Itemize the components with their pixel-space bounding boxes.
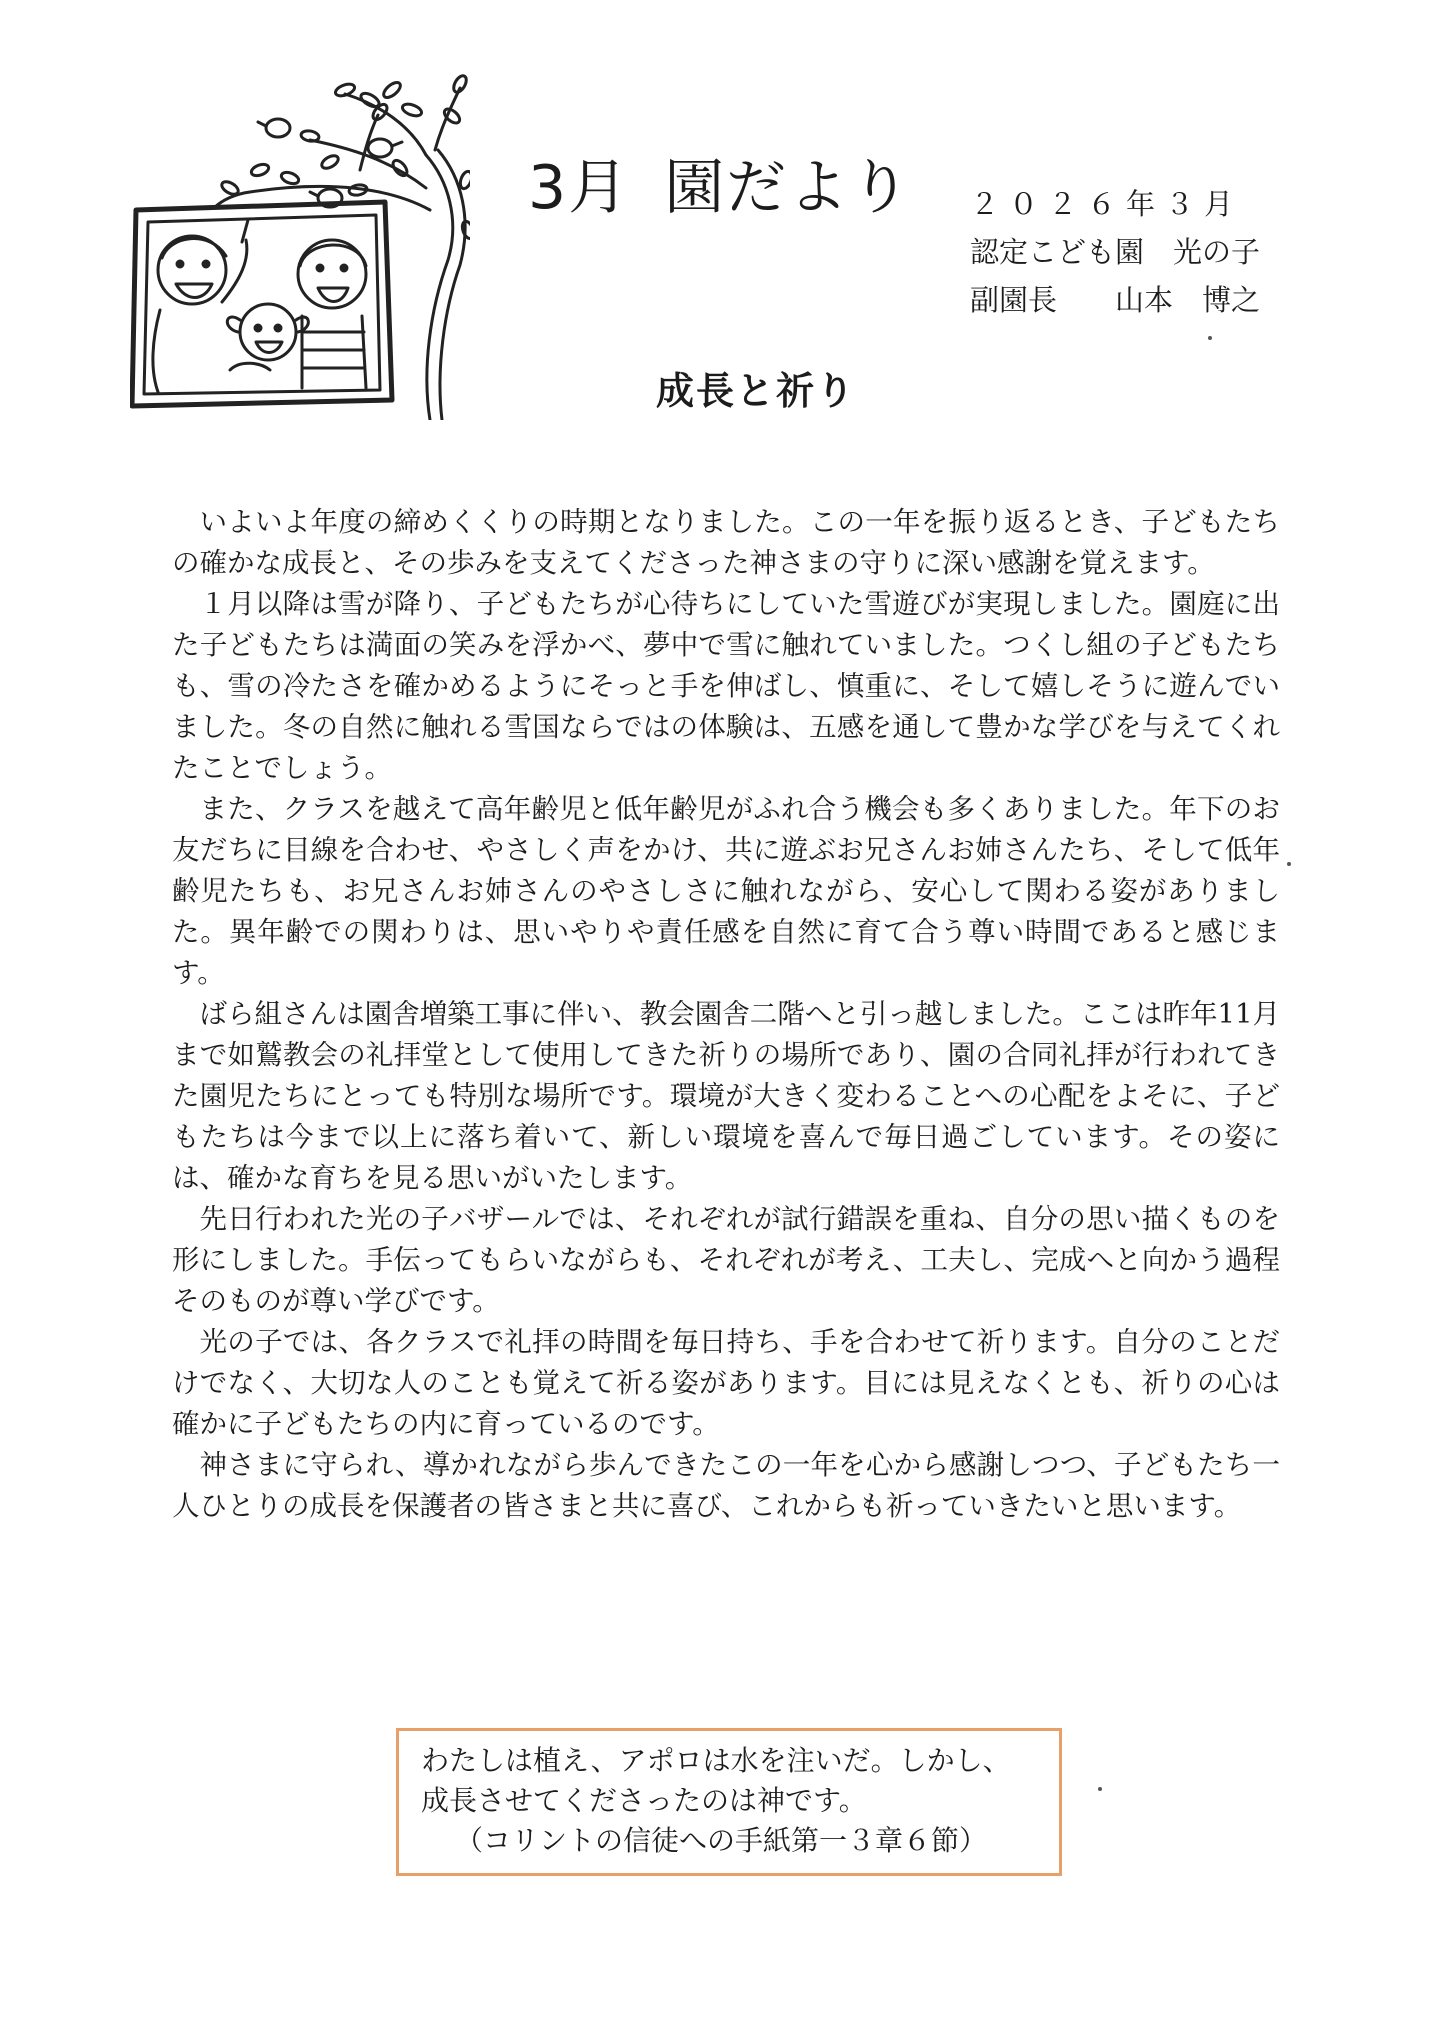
page-title: [528, 140, 912, 226]
header-meta: [970, 180, 1260, 324]
paragraph: ばら組さんは園舎増築工事に伴い、教会園舎二階へと引っ越しました。ここは昨年11月まで如鷲教会の礼拝堂として使用してきた祈りの場所であり、園の合同礼拝が行われてきた園児たちにとっても特別な場所です。環境が大きく変わることへの心配をよそに、子どもたちは今まで以上に落ち着いて、新しい環境を喜んで毎日過ごしています。その姿には、確かな育ちを見る思いがいたします。: [172, 998, 1280, 1194]
author-name: 副園長 山本 博之: [970, 283, 1261, 317]
title-main: 園だより: [664, 153, 913, 223]
issue-date: ２０２６年３月: [970, 187, 1244, 221]
paragraph: いよいよ年度の締めくくりの時期となりました。この一年を振り返るとき、子どもたちの確かな成長と、その歩みを支えてくださった神さまの守りに深い感謝を覚えます。: [172, 506, 1280, 579]
verse-line-2: 成長させてくださったのは神です。: [421, 1784, 867, 1817]
verse-line-1: わたしは植え、アポロは水を注いだ。しかし、: [421, 1744, 1011, 1777]
paragraph: 光の子では、各クラスで礼拝の時間を毎日持ち、手を合わせて祈ります。自分のことだけでなく、大切な人のことも覚えて祈る姿があります。目には見えなくとも、祈りの心は確かに子どもたちの内に育っているのです。: [172, 1326, 1280, 1440]
paragraph: １月以降は雪が降り、子どもたちが心待ちにしていた雪遊びが実現しました。園庭に出た子どもたちは満面の笑みを浮かべ、夢中で雪に触れていました。つくし組の子どもたちも、雪の冷たさを確かめるようにそっと手を伸ばし、慎重に、そして嬉しそうに遊んでいました。冬の自然に触れる雪国ならではの体験は、五感を通して豊かな学びを与えてくれたことでしょう。: [172, 588, 1280, 784]
scan-speck: [1098, 1787, 1102, 1791]
article-body: [172, 502, 1280, 1527]
title-month: 3月: [528, 153, 631, 223]
bible-verse-box: [396, 1728, 1062, 1876]
paragraph: また、クラスを越えて高年齢児と低年齢児がふれ合う機会も多くありました。年下のお友だちに目線を合わせ、やさしく声をかけ、共に遊ぶお兄さんお姉さんたち、そして低年齢児たちも、お兄さんお姉さんのやさしさに触れながら、安心して関わる姿がありました。異年齢での関わりは、思いやりや責任感を自然に育て合う尊い時間であると感じます。: [172, 793, 1280, 989]
article-subtitle: 成長と祈り: [655, 368, 856, 413]
verse-source: （コリントの信徒への手紙第一３章６節）: [455, 1824, 988, 1857]
paragraph: 神さまに守られ、導かれながら歩んできたこの一年を心から感謝しつつ、子どもたち一人ひとりの成長を保護者の皆さまと共に喜び、これからも祈っていきたいと思います。: [172, 1449, 1280, 1522]
scan-speck: [1287, 862, 1291, 866]
paragraph: 先日行われた光の子バザールでは、それぞれが試行錯誤を重ね、自分の思い描くものを形にしました。手伝ってもらいながらも、それぞれが考え、工夫し、完成へと向かう過程そのものが尊い学びです。: [172, 1203, 1280, 1317]
scan-speck: [1208, 336, 1212, 340]
school-name: 認定こども園 光の子: [970, 235, 1261, 269]
